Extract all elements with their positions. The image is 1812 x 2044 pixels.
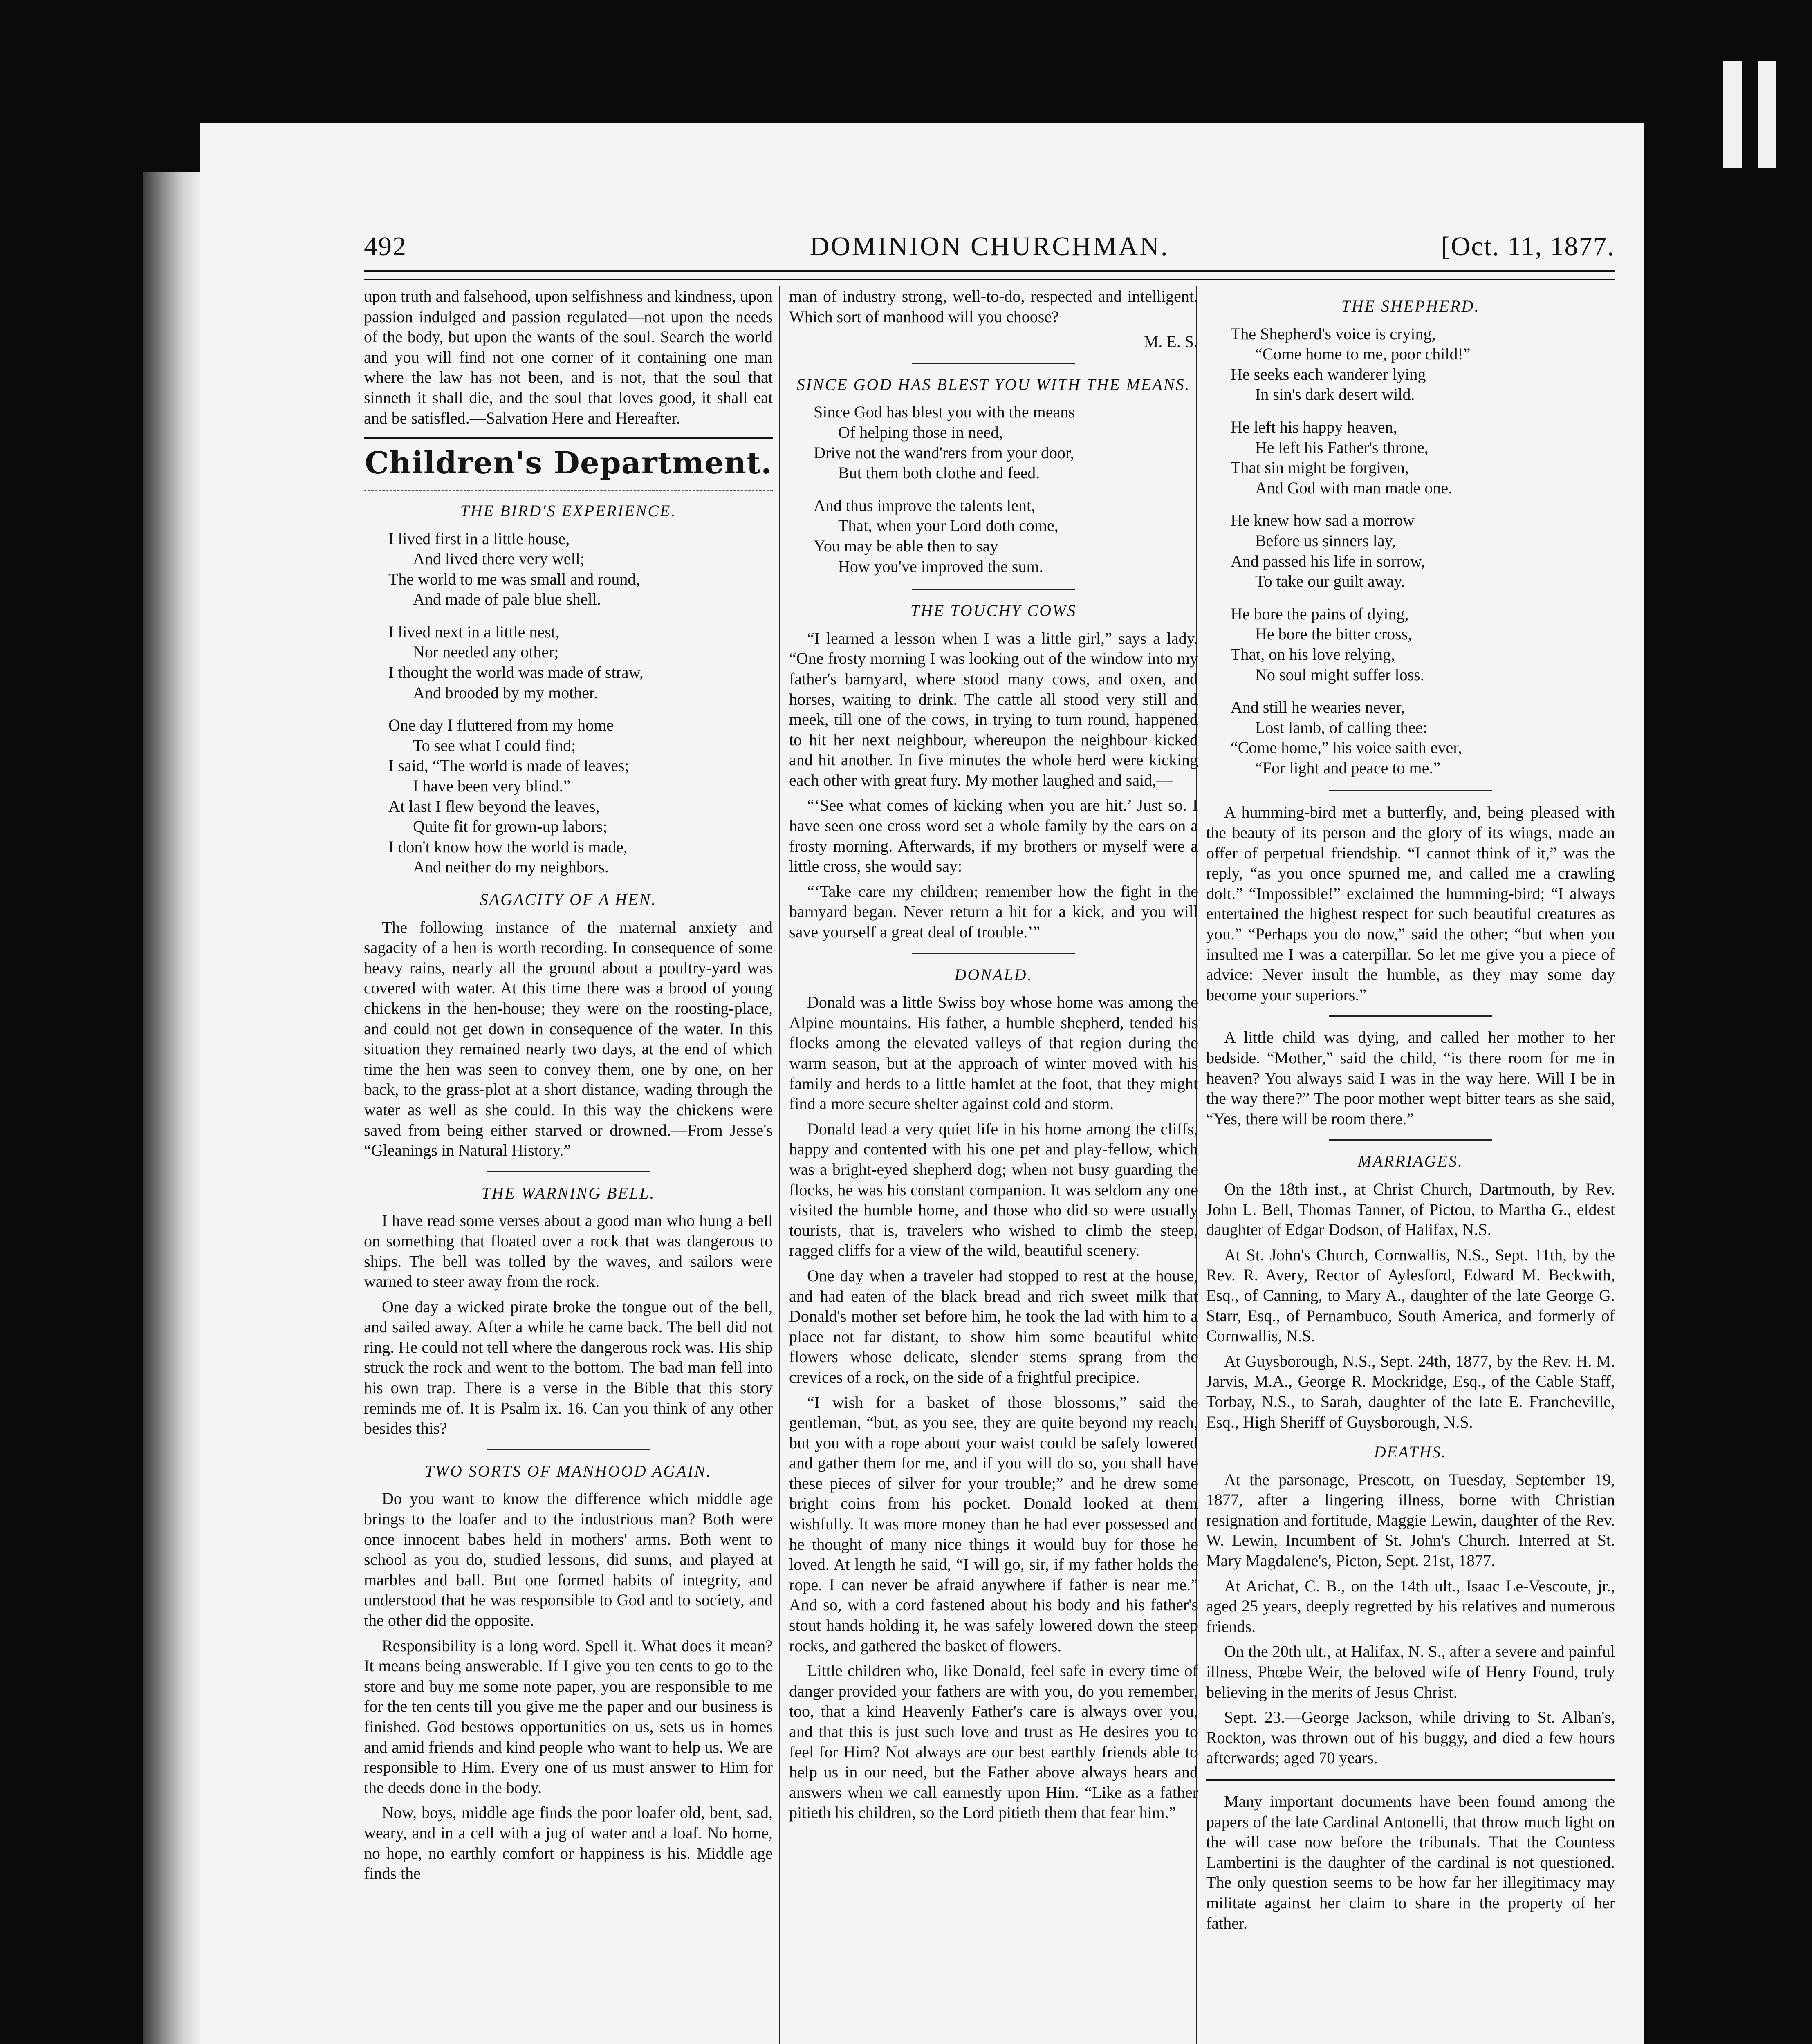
poem-line: And still he wearies never, <box>1231 698 1405 717</box>
poem-line: How you've improved the sum. <box>838 557 1043 576</box>
article-paragraph: man of industry strong, well-to-do, respected and intelligent. Which sort of manhood will you choose? <box>789 287 1198 326</box>
poem-line: Nor needed any other; <box>413 643 559 661</box>
article-title: SINCE GOD HAS BLEST YOU WITH THE MEANS. <box>796 375 1191 394</box>
poem-stanza <box>388 715 773 877</box>
notice-death: Sept. 23.—George Jackson, while driving to St. Alban's, Rockton, was thrown out of his buggy, and died a few hours afterwards; aged 70 years. <box>1206 1708 1615 1767</box>
notice-death: At Arichat, C. B., on the 14th ult., Isaac Le-Vescoute, jr., aged 25 years, deeply regretted by his relatives and numerous friends. <box>1206 1576 1615 1636</box>
section-banner: Children's Department. <box>364 437 773 491</box>
notice-marriage: At Guysborough, N.S., Sept. 24th, 1877, by the Rev. H. M. Jarvis, M.A., George R. Mockridge, Esq., of the Cable Staff, Torbay, N.S., to Sarah, daughter of the late E. Francheville, Esq., High Sheriff of Guysborough, N.S. <box>1206 1351 1615 1431</box>
poem-line: “For light and peace to me.” <box>1255 758 1441 777</box>
poem-line: Before us sinners lay, <box>1255 531 1396 550</box>
article-paragraph: A humming-bird met a butterfly, and, being pleased with the beauty of its person and the glory of its wings, made an offer of perpetual friendship. “I cannot think of it,” was the reply, “as you once spurned me, and called me a crawling dolt.” “Impossible!” exclaimed the humming-bird; “I always entertained the highest respect for such beautiful creatures as you.” “Perhaps you do now,” said the other; “but when you insulted me I was a caterpillar. So let me give you a piece of advice: Never insult the humble, as they may some day become your superiors.” <box>1206 803 1615 1004</box>
article-paragraph: “‘See what comes of kicking when you are hit.’ Just so. I have seen one cross word set a whole family by the ears on a frosty morning. Afterwards, if my brothers or myself were a little cross, she would say: <box>789 796 1198 876</box>
divider <box>912 363 1075 364</box>
poem-line: And made of pale blue shell. <box>413 590 601 609</box>
poem-line: Of helping those in need, <box>838 423 1003 442</box>
target-marker-top <box>1723 61 1742 168</box>
page-number: 492 <box>364 231 407 261</box>
divider <box>1329 1139 1492 1141</box>
author-signature: M. E. S. <box>1144 332 1198 351</box>
poem-line: Quite fit for grown-up labors; <box>413 817 608 836</box>
poem-line: You may be able then to say <box>814 536 998 555</box>
article-paragraph: Responsibility is a long word. Spell it. What does it mean? It means being answerable. If I give you ten cents to go to the store and buy me some note paper, you are responsible to me for the ten cents till you give me the paper and our business is finished. God bestows opportunities on us, sets us in homes and amid friends and kind people who want to help us. We are responsible to Him. Every one of us must answer to Him for the deeds done in the body. <box>364 1636 773 1797</box>
article-paragraph: “I wish for a basket of those blossoms,” said the gentleman, “but, as you see, they are quite beyond my reach, but you with a rope about your waist could be safely lowered and gather them for me, and if you will do so, you shall have these pieces of silver for your trouble;” and he drew some bright coins from his pocket. Donald looked at them wishfully. It was more money than he had ever possessed and he thought of many nice things it would buy for those he loved. At length he said, “I will go, sir, if my father holds the rope. I can never be afraid anywhere if father is near me.” And so, with a cord fastened about his body and his father's stout hands holding it, he was safely lowered down the steep rocks, and gathered the basket of flowers. <box>789 1393 1198 1655</box>
poem-line: He bore the bitter cross, <box>1255 625 1412 643</box>
article-paragraph: I have read some verses about a good man who hung a bell on something that floated over a rock that was dangerous to ships. The bell was tolled by the waves, and sailors were warned to steer away from the rock. <box>364 1211 773 1291</box>
notice-death: At the parsonage, Prescott, on Tuesday, September 19, 1877, after a lingering illness, borne with Christian resignation and fortitude, Maggie Lewin, daughter of the Rev. W. Lewin, Incumbent of St. John's Church. Interred at St. Mary Magdalene's, Picton, Sept. 21st, 1877. <box>1206 1470 1615 1570</box>
poem-line: I lived first in a little house, <box>388 529 570 548</box>
book-spine <box>143 172 200 2044</box>
poem-line: And thus improve the talents lent, <box>814 496 1036 515</box>
divider <box>912 589 1075 590</box>
article-paragraph: Many important documents have been found among the papers of the late Cardinal Antonelli, that throw much light on the will case now before the tribunals. That the Countess Lambertini is the daughter of the cardinal is not questioned. The only question seems to be how far her illegitimacy may militate against her claim to share in the property of her father. <box>1206 1792 1615 1932</box>
poem-line: And passed his life in sorrow, <box>1231 551 1425 570</box>
poem-line: That, when your Lord doth come, <box>838 516 1058 535</box>
article-paragraph: One day a wicked pirate broke the tongue out of the bell, and sailed away. After a while he came back. The bell did not ring. He could not tell where the dangerous rock was. His ship struck the rock and went to the bottom. The bad man fell into his own trap. There is a verse in the Bible that this story reminds me of. It is Psalm ix. 16. Can you think of any other besides this? <box>364 1297 773 1438</box>
column-3 <box>1206 286 1615 2044</box>
poem-line: One day I fluttered from my home <box>388 716 614 735</box>
poem-stanza <box>1231 324 1615 405</box>
column-rule <box>779 286 780 2044</box>
divider <box>1329 1015 1492 1017</box>
issue-date: [Oct. 11, 1877. <box>1441 231 1615 261</box>
article-paragraph: Donald lead a very quiet life in his home among the cliffs, happy and contented with his one pet and play-fellow, which was a bright-eyed shepherd dog; when not busy guarding the flocks, he was his constant companion. It was seldom any one visited the humble home, and those who did so were usually tourists, that is, travelers who wished to climb the steep, ragged cliffs for a view of the wild, beautiful scenery. <box>789 1119 1198 1260</box>
article-continuation: upon truth and falsehood, upon selfishness and kindness, upon passion indulged and passion regulated—not upon the needs of the body, but upon the wants of the soul. Search the world and you will find not one corner of it containing one man where the law has not been, and is not, that the soul that sinneth it shall die, and the soul that loves good, it shall eat and be satisfled.—Salvation Here and Hereafter. <box>364 287 773 427</box>
article-paragraph: Do you want to know the difference which middle age brings to the loafer and to the industrious man? Both were once innocent babes held in mothers' arms. Both went to school as you do, studied lessons, did sums, and played at marbles and ball. But one formed habits of integrity, and understood that he was responsible to God and to society, and the other did the opposite. <box>364 1489 773 1629</box>
divider <box>912 953 1075 954</box>
newspaper-page <box>200 123 1644 2044</box>
page-header <box>364 223 1615 268</box>
article-paragraph: One day when a traveler had stopped to rest at the house, and had eaten of the black bread and rich sweet milk that Donald's mother set before him, he took the lad with him to a place not far distant, to show him some beautiful white flowers whose delicate, slender stems sprang from the crevices of a rock, on the side of a frightful precipice. <box>789 1266 1198 1386</box>
poem-line: In sin's dark desert wild. <box>1255 385 1415 404</box>
poem-stanza <box>814 402 1198 483</box>
poem-line: “Come home,” his voice saith ever, <box>1231 738 1462 757</box>
divider <box>487 1171 650 1172</box>
article-title: THE TOUCHY COWS <box>910 601 1077 620</box>
article-paragraph: “‘Take care my children; remember how the fight in the barnyard began. Never return a hit for a kick, and you will save yourself a great deal of trouble.’” <box>789 882 1198 941</box>
section-title: DEATHS. <box>1374 1443 1447 1461</box>
article-title: THE BIRD'S EXPERIENCE. <box>460 501 677 520</box>
poem-line: No soul might suffer loss. <box>1255 665 1424 684</box>
poem <box>364 529 773 878</box>
poem-stanza <box>1231 697 1615 778</box>
divider <box>487 1449 650 1450</box>
poem-line: Since God has blest you with the means <box>814 403 1075 421</box>
article-paragraph: A little child was dying, and called her mother to her bedside. “Mother,” said the child, “is there room for me in heaven? You always said I was in the way here. Will I be in the way there?” The poor mother wept bitter tears as she said, “Yes, there will be room there.” <box>1206 1028 1615 1128</box>
article-paragraph: “I learned a lesson when I was a little girl,” says a lady. “One frosty morning I was looking out of the window into my father's barnyard, where stood many cows, and oxen, and horses, waiting to drink. The cattle all stood very still and meek, till one of the cows, in trying to turn round, happened to hit her next neighbour, whereupon the neighbour kicked and hit another. In five minutes the whole herd were kicking each other with great fury. My mother laughed and said,— <box>789 629 1198 789</box>
poem-line: But them both clothe and feed. <box>838 464 1040 482</box>
poem-line: He bore the pains of dying, <box>1231 604 1409 623</box>
poem-line: I thought the world was made of straw, <box>388 663 644 682</box>
poem-line: That, on his love relying, <box>1231 645 1395 663</box>
poem-line: And God with man made one. <box>1255 478 1453 497</box>
column-2 <box>789 286 1198 2044</box>
poem-stanza <box>388 622 773 703</box>
poem <box>1206 324 1615 778</box>
poem-line: He left his Father's throne, <box>1255 438 1429 457</box>
divider <box>1206 1779 1615 1781</box>
article-title: THE WARNING BELL. <box>481 1183 655 1202</box>
poem-line: That sin might be forgiven, <box>1231 458 1409 477</box>
poem-line: I have been very blind.” <box>413 777 571 796</box>
article-title: TWO SORTS OF MANHOOD AGAIN. <box>425 1461 712 1480</box>
poem-stanza <box>814 495 1198 576</box>
poem-stanza <box>388 529 773 610</box>
poem-line: At last I flew beyond the leaves, <box>388 797 600 816</box>
target-marker-top <box>1758 61 1776 168</box>
section-title: MARRIAGES. <box>1358 1152 1463 1171</box>
poem-stanza <box>1231 417 1615 498</box>
article-paragraph: Now, boys, middle age finds the poor loafer old, bent, sad, weary, and in a cell with a jug of water and a loaf. No home, no hope, no earthly comfort or happiness is his. Middle age finds the <box>364 1803 773 1883</box>
poem-line: I don't know how the world is made, <box>388 837 628 856</box>
divider <box>1329 790 1492 791</box>
article-paragraph: The following instance of the maternal anxiety and sagacity of a hen is worth recording. In consequence of some heavy rains, nearly all the ground about a poultry-yard was covered with water. At this time there was a brood of young chickens in the hen-house; they were on the roosting-place, and could not get down in consequence of the water. In this situation they remained nearly two days, at the end of which time the hen was seen to convey them, one by one, on her back, to the grass-plot at a short distance, wading through the water as well as she could. In this way the chickens were saved from being either starved or drowned.—From Jesse's “Gleanings in Natural History.” <box>364 918 773 1160</box>
poem-line: The Shepherd's voice is crying, <box>1231 324 1436 343</box>
poem-line: The world to me was small and round, <box>388 569 640 588</box>
article-paragraph: Donald was a little Swiss boy whose home was among the Alpine mountains. His father, a humble shepherd, tended his flocks among the elevated valleys of that region during the warm season, but at the approach of winter moved with his family and herds to a little hamlet at the foot, that they might find a more secure shelter against cold and storm. <box>789 993 1198 1113</box>
article-title: DONALD. <box>954 965 1033 984</box>
article-title: SAGACITY OF A HEN. <box>480 890 657 909</box>
poem-line: To take our guilt away. <box>1255 572 1405 591</box>
notice-marriage: At St. John's Church, Cornwallis, N.S., Sept. 11th, by the Rev. R. Avery, Rector of Aylesford, Edward M. Beckwith, Esq., of Canning, to Mary A., daughter of the late George G. Starr, Esq., of Pernambuco, South America, and formerly of Cornwallis, N.S. <box>1206 1245 1615 1345</box>
column-1 <box>364 286 773 2044</box>
publication-title: DOMINION CHURCHMAN. <box>810 231 1169 261</box>
poem-line: “Come home to me, poor child!” <box>1255 345 1471 363</box>
poem-line: He left his happy heaven, <box>1231 417 1397 436</box>
poem-line: I said, “The world is made of leaves; <box>388 756 629 775</box>
header-rule <box>364 270 1615 280</box>
poem <box>789 402 1198 576</box>
poem-line: And lived there very well; <box>413 549 585 568</box>
poem-stanza <box>1231 604 1615 685</box>
poem-line: I lived next in a little nest, <box>388 622 560 641</box>
notice-death: On the 20th ult., at Halifax, N. S., after a severe and painful illness, Phœbe Weir, the beloved wife of Henry Found, truly believing in the merits of Jesus Christ. <box>1206 1642 1615 1701</box>
poem-stanza <box>1231 510 1615 591</box>
article-paragraph: Little children who, like Donald, feel safe in every time of danger provided your fathers are with you, do you remember, too, that a kind Heavenly Father's care is always over you, and that this is just such love and trust as He desires you to feel for Him? Not always are our best earthly friends able to help us in our need, but the Father above always hears and answers when we call earnestly upon Him. “Like as a father pitieth his children, so the Lord pitieth them that fear him.” <box>789 1661 1198 1822</box>
article-title: THE SHEPHERD. <box>1341 297 1480 315</box>
poem-line: And brooded by my mother. <box>413 683 598 702</box>
poem-line: To see what I could find; <box>413 736 576 755</box>
poem-line: Lost lamb, of calling thee: <box>1255 718 1427 737</box>
notice-marriage: On the 18th inst., at Christ Church, Dartmouth, by Rev. John L. Bell, Thomas Tanner, of Pictou, to Martha G., eldest daughter of Edgar Dodson, of Halifax, N.S. <box>1206 1179 1615 1239</box>
poem-line: He knew how sad a morrow <box>1231 511 1415 530</box>
poem-line: He seeks each wanderer lying <box>1231 365 1426 383</box>
poem-line: Drive not the wand'rers from your door, <box>814 443 1074 462</box>
poem-line: And neither do my neighbors. <box>413 858 609 876</box>
